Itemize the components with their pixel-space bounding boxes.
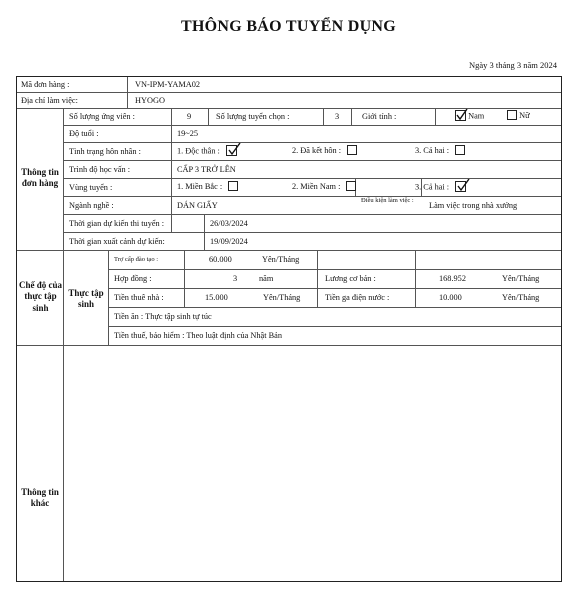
conditions-value: Làm việc trong nhà xưởng (429, 201, 518, 210)
trainee-sub-label: Thực tập sinh (68, 288, 104, 310)
region-north-checkbox[interactable] (228, 181, 238, 191)
rent-label: Tiền thuê nhà : (114, 293, 164, 302)
gender-label: Giới tính : (362, 112, 397, 121)
region-both-checkbox[interactable] (455, 181, 466, 192)
marital-married-checkbox[interactable] (347, 145, 357, 155)
workplace-value: HYOGO (135, 96, 165, 105)
order-code-label: Mã đơn hàng : (21, 80, 70, 89)
marital-single-option[interactable] (177, 146, 237, 157)
utilities-label: Tiền ga điện nước : (325, 293, 390, 302)
age-value: 19~25 (177, 129, 199, 138)
marital-married-option[interactable] (292, 146, 357, 156)
gender-female-option[interactable] (507, 111, 530, 121)
other-info-section-label: Thông tin khác (21, 487, 59, 509)
gender-male-option[interactable] (455, 111, 484, 122)
region-north-label: 1. Miền Bắc : (177, 181, 223, 191)
salary-value: 168.952 (439, 274, 466, 283)
candidates-label: Số lượng ứng viên : (69, 112, 135, 121)
region-both-label: 3. Cả hai : (415, 182, 450, 192)
marital-both-checkbox[interactable] (455, 145, 465, 155)
region-label: Vùng tuyển : (69, 183, 113, 192)
hires-label: Số lượng tuyển chọn : (216, 112, 290, 121)
region-both-option[interactable] (415, 182, 466, 193)
gender-female-label: Nữ (519, 110, 530, 120)
allowance-unit: Yên/Tháng (262, 255, 300, 264)
contract-label: Hợp đồng : (114, 274, 152, 283)
tax-note: Tiền thuế, bảo hiểm : Theo luật định của Nhật Bản (114, 331, 282, 340)
contract-unit: năm (259, 274, 274, 283)
rent-unit: Yên/Tháng (263, 293, 301, 302)
marital-both-option[interactable] (415, 146, 465, 156)
utilities-unit: Yên/Tháng (502, 293, 540, 302)
workplace-label: Địa chỉ làm việc: (21, 96, 78, 105)
salary-label: Lương cơ bản : (325, 274, 376, 283)
gender-male-label: Nam (468, 111, 485, 121)
marital-single-label: 1. Độc thân : (177, 146, 220, 156)
departure-date-value: 19/09/2024 (210, 237, 248, 246)
candidates-value: 9 (187, 112, 192, 121)
allowance-label: Trợ cấp đào tạo : (114, 256, 158, 263)
marital-single-checkbox[interactable] (226, 145, 237, 156)
rent-value: 15.000 (205, 293, 228, 302)
marital-married-label: 2. Đã kết hôn : (292, 145, 342, 155)
contract-value: 3 (233, 274, 238, 283)
page-title: THÔNG BÁO TUYỂN DỤNG (180, 18, 397, 35)
region-north-option[interactable] (177, 182, 238, 192)
order-code-value: VN-IPM-YAMA02 (135, 80, 200, 89)
industry-label: Ngành nghề : (69, 201, 114, 210)
exam-date-label: Thời gian dự kiến thi tuyển : (69, 219, 165, 228)
food-note: Tiền ăn : Thực tập sinh tự túc (114, 312, 212, 321)
conditions-label: Điều kiện làm việc : (361, 197, 414, 204)
issue-date: Ngày 3 tháng 3 năm 2024 (468, 60, 557, 70)
utilities-value: 10.000 (439, 293, 462, 302)
marital-label: Tình trạng hôn nhân : (69, 147, 141, 156)
region-south-label: 2. Miền Nam : (292, 181, 341, 191)
marital-both-label: 3. Cả hai : (415, 145, 450, 155)
salary-unit: Yên/Tháng (502, 274, 540, 283)
industry-value: DÁN GIẤY (177, 201, 218, 210)
gender-male-checkbox[interactable] (455, 110, 466, 121)
education-value: CẤP 3 TRỞ LÊN (177, 165, 236, 174)
allowance-value: 60.000 (209, 255, 232, 264)
age-label: Độ tuổi : (69, 129, 99, 138)
education-label: Trình độ học vấn : (69, 165, 130, 174)
region-south-option[interactable] (292, 182, 356, 192)
gender-female-checkbox[interactable] (507, 110, 517, 120)
trainee-section-label: Chế độ của thực tập sinh (18, 280, 62, 313)
hires-value: 3 (335, 112, 340, 121)
exam-date-value: 26/03/2024 (210, 219, 248, 228)
departure-date-label: Thời gian xuất cảnh dự kiến: (69, 237, 165, 246)
recruitment-form (16, 76, 562, 582)
region-south-checkbox[interactable] (346, 181, 356, 191)
order-info-section-label: Thông tin đơn hàng (21, 167, 59, 189)
